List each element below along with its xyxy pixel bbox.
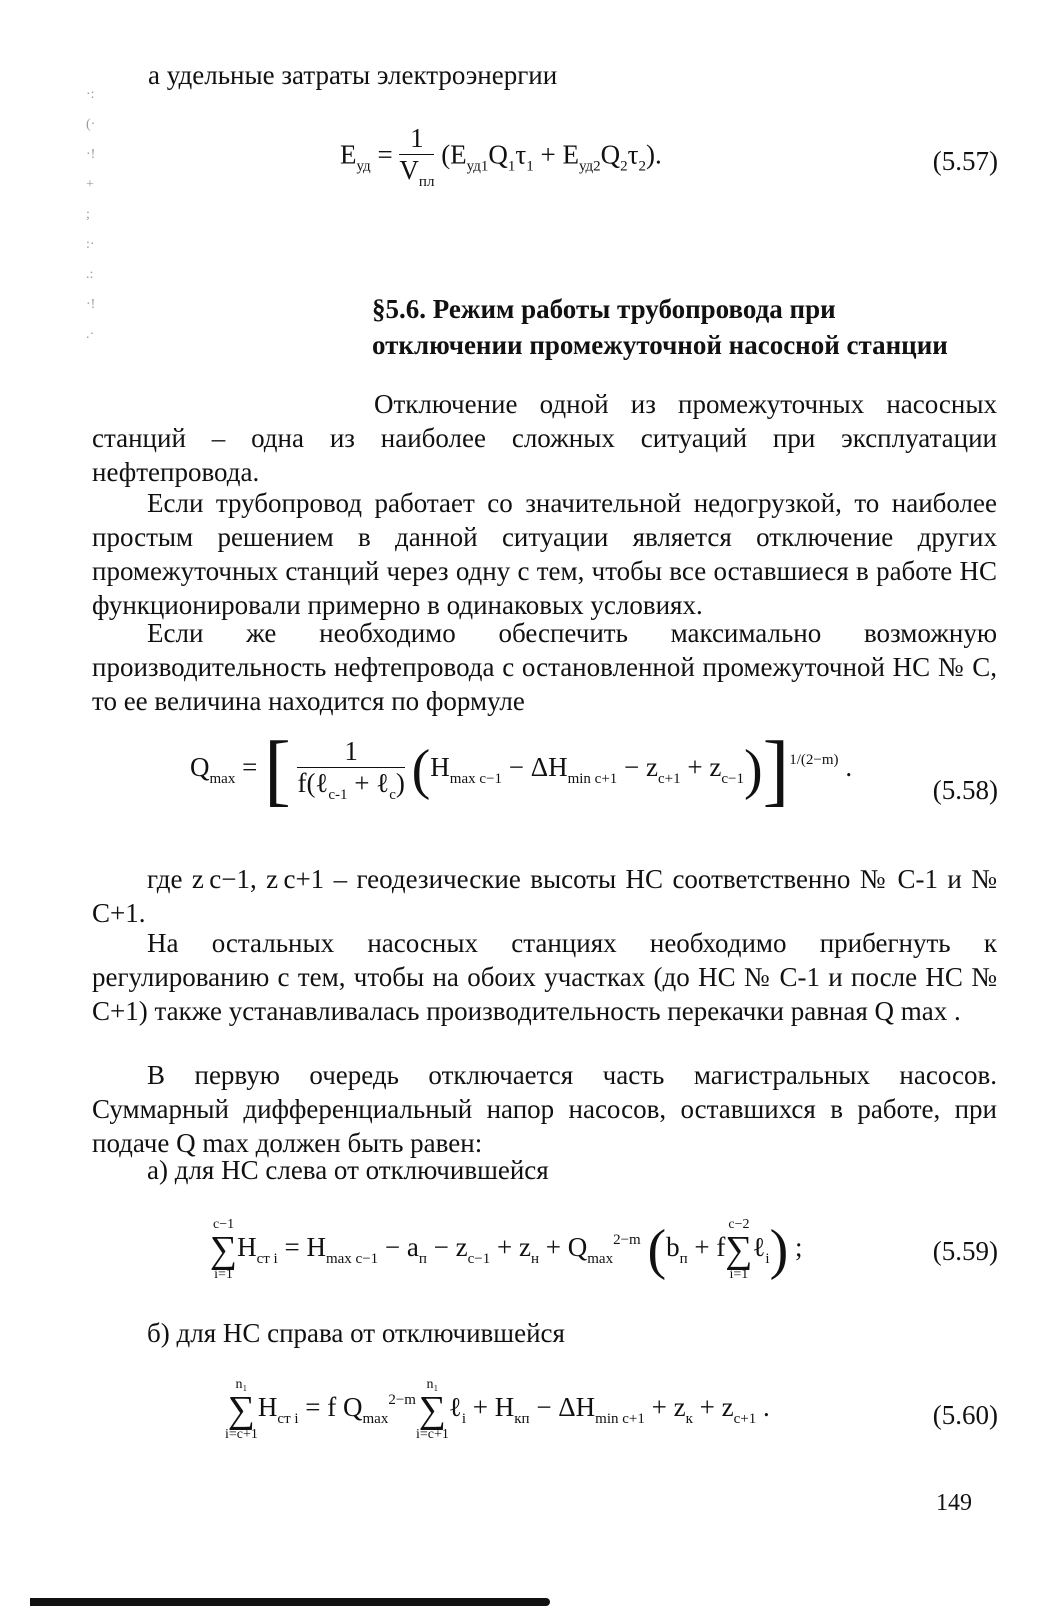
paragraph-3: Если же необходимо обеспечить максимально возможную производительность нефтепровода с остановленной промежуточной НС № С, то ее величина находится по формуле [92, 618, 997, 716]
paragraph-4: где z c−1, z c+1 – геодезические высоты НС соответственно № С-1 и № С+1. [92, 864, 997, 928]
equation-number-5-59: (5.59) [932, 1236, 998, 1266]
equation-5-57: $Е_{уд}$ = $\frac{1}{V_{пл}}$ $(Е_{уд1}Q_1\tau_1 + Е_{уд2}Q_2\tau_2)$. [340, 123, 662, 190]
paragraph-7: а) для НС слева от отключившейся [147, 1155, 549, 1185]
equation-number-5-57: (5.57) [932, 146, 998, 176]
equation-number-5-60: (5.60) [932, 1400, 998, 1430]
scan-edge-bar [30, 1598, 550, 1606]
paragraph-2: Если трубопровод работает со значительной недогрузкой, то наиболее простым решением в данной ситуации является отключение других промежуточных станций через одну с тем, чтобы все оставшиеся в работе НС функционировали примерно в одинаковых условиях. [92, 488, 997, 620]
paragraph-5: На остальных насосных станциях необходимо прибегнуть к регулированию с тем, чтобы на обоих участках (до НС № С-1 и после НС № С+1) также устанавливалась производительность перекачки равная Q max . [92, 928, 997, 1026]
equation-5-60: n₁ ∑ i=c+1 $H_{ст i} = f$ $Q_{max}^{2-m}$ n₁ ∑ i=c+1 ℓ$_i$ + $H_{кп} - \Delta H_{min c+1} + z_к + z_{c+1}$ . [225, 1377, 770, 1442]
intro-line: а удельные затраты электроэнергии [148, 60, 558, 90]
margin-scan-marks: ·: (· ·! + ; :· .: ·! .· [86, 87, 96, 342]
equation-5-59: c−1 ∑ i=1 $H_{ст i} = H_{max c-1} - a_п - z_{c-1} + z_н + Q_{max}^{2-m}$ ($b_п + f$ c−2 ∑ i=1 ℓ$_i$) ; [210, 1217, 803, 1282]
page-number: 149 [936, 1490, 972, 1516]
paragraph-1: Отключение одной из промежуточных насосных станций – одна из наиболее сложных ситуаций при эксплуатации нефтепровода. [92, 389, 997, 487]
equation-5-58: $Q_{max}$ = [ $\frac{1}{f(\ell_{c-1} + \ell_c)}$ $(H_{max c-1} - \Delta H_{min c+1} - z_{c+1} + z_{c-1})]^{1/(2-m)}$ . [190, 726, 853, 814]
section-heading: §5.6. Режим работы трубопровода при отключении промежуточной насосной станции [372, 294, 948, 360]
paragraph-8: б) для НС справа от отключившейся [147, 1318, 565, 1348]
equation-number-5-58: (5.58) [932, 775, 998, 805]
paragraph-6: В первую очередь отключается часть магистральных насосов. Суммарный дифференциальный напор насосов, оставшихся в работе, при подаче Q max должен быть равен: [92, 1060, 997, 1158]
